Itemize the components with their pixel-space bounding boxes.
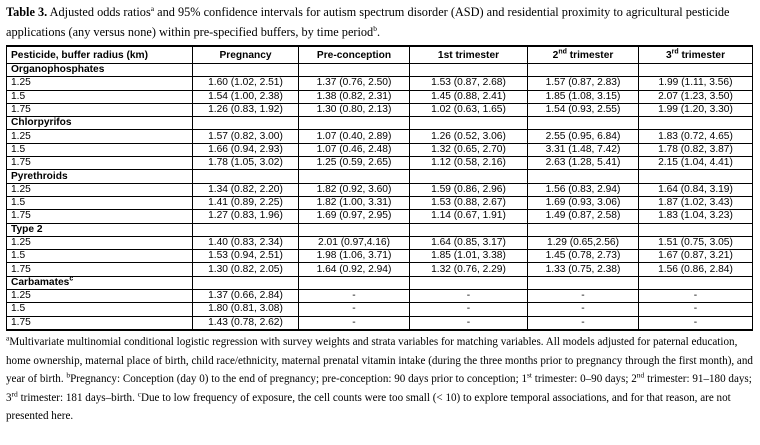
empty-cell — [299, 170, 410, 183]
odds-ratio-cell: - — [639, 290, 753, 303]
table-footnotes — [6, 333, 756, 426]
caption-sup-a: a — [150, 3, 155, 13]
odds-ratio-cell: 1.64 (0.85, 3.17) — [410, 236, 528, 249]
odds-ratio-cell: 1.83 (1.04, 3.23) — [639, 210, 753, 223]
empty-cell — [410, 170, 528, 183]
odds-ratio-cell: 1.64 (0.92, 2.94) — [299, 263, 410, 276]
header-trimester-1: 1st trimester — [410, 46, 528, 64]
buffer-radius-cell: 1.75 — [7, 210, 193, 223]
odds-ratio-cell: 1.67 (0.87, 3.21) — [639, 250, 753, 263]
odds-ratio-cell: 1.85 (1.08, 3.15) — [528, 90, 639, 103]
table-row — [7, 130, 753, 143]
group-label: Organophosphates — [11, 64, 105, 76]
header-pesticide: Pesticide, buffer radius (km) — [7, 46, 193, 64]
buffer-radius-cell: 1.25 — [7, 77, 193, 90]
caption-text: Adjusted odds ratios — [47, 5, 151, 19]
group-label: Carbamates — [11, 276, 70, 288]
odds-ratio-cell: 1.12 (0.58, 2.16) — [410, 157, 528, 170]
group-name — [7, 117, 193, 130]
group-row — [7, 64, 753, 77]
buffer-radius-cell: 1.75 — [7, 157, 193, 170]
table-row — [7, 183, 753, 196]
footnote-b-2: trimester: 0–90 days; 2 — [532, 373, 637, 386]
odds-ratio-cell: 1.32 (0.76, 2.29) — [410, 263, 528, 276]
table-row — [7, 210, 753, 223]
table-row — [7, 263, 753, 276]
odds-ratio-cell: 1.02 (0.63, 1.65) — [410, 103, 528, 116]
footnote-sup-st: st — [527, 370, 533, 380]
odds-ratio-cell: 1.34 (0.82, 2.20) — [193, 183, 299, 196]
group-name — [7, 64, 193, 77]
odds-ratio-cell: - — [299, 316, 410, 330]
odds-ratio-cell: 1.60 (1.02, 2.51) — [193, 77, 299, 90]
table-row — [7, 236, 753, 249]
odds-ratio-cell: - — [528, 316, 639, 330]
group-label: Pyrethroids — [11, 170, 68, 182]
empty-cell — [299, 276, 410, 289]
group-name — [7, 276, 193, 289]
group-row — [7, 117, 753, 130]
odds-ratio-cell: 1.51 (0.75, 3.05) — [639, 236, 753, 249]
buffer-radius-cell: 1.75 — [7, 316, 193, 330]
empty-cell — [193, 223, 299, 236]
empty-cell — [528, 170, 639, 183]
odds-ratio-cell: 1.99 (1.20, 3.30) — [639, 103, 753, 116]
empty-cell — [410, 117, 528, 130]
buffer-radius-cell: 1.5 — [7, 143, 193, 156]
odds-ratio-cell: 1.87 (1.02, 3.43) — [639, 196, 753, 209]
empty-cell — [410, 276, 528, 289]
empty-cell — [528, 276, 639, 289]
odds-ratio-cell: 1.66 (0.94, 2.93) — [193, 143, 299, 156]
odds-ratio-cell: 2.15 (1.04, 4.41) — [639, 157, 753, 170]
odds-ratio-cell: 1.25 (0.59, 2.65) — [299, 157, 410, 170]
empty-cell — [299, 64, 410, 77]
table-header-row — [7, 46, 753, 64]
odds-ratio-cell: 1.26 (0.52, 3.06) — [410, 130, 528, 143]
empty-cell — [639, 117, 753, 130]
odds-ratio-cell: - — [299, 303, 410, 316]
footnote-sup-a: a — [6, 333, 10, 343]
empty-cell — [528, 223, 639, 236]
odds-ratio-cell: 1.98 (1.06, 3.71) — [299, 250, 410, 263]
odds-ratio-cell: 1.45 (0.88, 2.41) — [410, 90, 528, 103]
empty-cell — [528, 64, 639, 77]
odds-ratio-cell: 2.07 (1.23, 3.50) — [639, 90, 753, 103]
group-label: Type 2 — [11, 223, 43, 235]
footnote-sup-rd: rd — [11, 389, 18, 399]
footnote-sup-c: c — [137, 389, 141, 399]
odds-ratio-cell: 1.69 (0.93, 3.06) — [528, 196, 639, 209]
odds-ratio-cell: 2.55 (0.95, 6.84) — [528, 130, 639, 143]
buffer-radius-cell: 1.5 — [7, 90, 193, 103]
table-row — [7, 316, 753, 330]
table-row — [7, 143, 753, 156]
odds-ratio-cell: 1.30 (0.80, 2.13) — [299, 103, 410, 116]
odds-ratio-cell: 1.27 (0.83, 1.96) — [193, 210, 299, 223]
table-row — [7, 90, 753, 103]
odds-ratio-cell: - — [528, 290, 639, 303]
header-trimester-3: 3rd trimester — [639, 46, 753, 64]
odds-ratio-cell: 1.32 (0.65, 2.70) — [410, 143, 528, 156]
footnote-c: Due to low frequency of exposure, the cell counts were too small (< 10) to explore temporal associations, and for that reason, are not presented here. — [6, 391, 731, 423]
odds-ratio-cell: 1.64 (0.84, 3.19) — [639, 183, 753, 196]
empty-cell — [299, 117, 410, 130]
table-row — [7, 103, 753, 116]
odds-ratio-cell: 1.53 (0.87, 2.68) — [410, 77, 528, 90]
table-row — [7, 303, 753, 316]
odds-ratio-cell: 1.80 (0.81, 3.08) — [193, 303, 299, 316]
empty-cell — [639, 64, 753, 77]
odds-ratio-cell: 1.83 (0.72, 4.65) — [639, 130, 753, 143]
buffer-radius-cell: 1.75 — [7, 263, 193, 276]
empty-cell — [410, 64, 528, 77]
odds-ratio-cell: 1.85 (1.01, 3.38) — [410, 250, 528, 263]
header-pregnancy: Pregnancy — [193, 46, 299, 64]
odds-ratio-cell: 3.31 (1.48, 7.42) — [528, 143, 639, 156]
odds-ratio-cell: 1.37 (0.66, 2.84) — [193, 290, 299, 303]
odds-ratio-cell: 1.29 (0.65,2.56) — [528, 236, 639, 249]
group-name — [7, 223, 193, 236]
group-row — [7, 276, 753, 289]
footnote-b: Pregnancy: Conception (day 0) to the end of pregnancy; pre-conception: 90 days prior to conception; 1 — [70, 373, 528, 386]
buffer-radius-cell: 1.5 — [7, 303, 193, 316]
odds-ratio-cell: 1.30 (0.82, 2.05) — [193, 263, 299, 276]
odds-ratio-cell: 2.63 (1.28, 5.41) — [528, 157, 639, 170]
empty-cell — [193, 117, 299, 130]
footnote-sup-b: b — [66, 370, 71, 380]
buffer-radius-cell: 1.75 — [7, 103, 193, 116]
odds-ratio-cell: 1.37 (0.76, 2.50) — [299, 77, 410, 90]
group-row — [7, 223, 753, 236]
empty-cell — [193, 276, 299, 289]
odds-ratio-cell: 1.53 (0.88, 2.67) — [410, 196, 528, 209]
odds-ratio-cell: 1.78 (0.82, 3.87) — [639, 143, 753, 156]
odds-ratio-cell: 1.41 (0.89, 2.25) — [193, 196, 299, 209]
odds-ratio-cell: 1.56 (0.86, 2.84) — [639, 263, 753, 276]
odds-ratio-cell: 1.59 (0.86, 2.96) — [410, 183, 528, 196]
buffer-radius-cell: 1.25 — [7, 236, 193, 249]
odds-ratio-cell: - — [299, 290, 410, 303]
odds-ratio-cell: 1.57 (0.82, 3.00) — [193, 130, 299, 143]
footnote-a: Multivariate multinomial conditional logistic regression with survey weights and strata variables for matching variables. All models adjusted for paternal education, home ownership, maternal place of birth, child race/ethnicity, maternal prenatal vitamin intake (during the three months prior to pregnancy through the first month), and year of birth. — [6, 336, 753, 386]
odds-ratio-cell: 1.07 (0.46, 2.48) — [299, 143, 410, 156]
results-table — [6, 45, 753, 331]
odds-ratio-cell: 1.99 (1.11, 3.56) — [639, 77, 753, 90]
buffer-radius-cell: 1.25 — [7, 183, 193, 196]
odds-ratio-cell: 1.54 (1.00, 2.38) — [193, 90, 299, 103]
empty-cell — [639, 276, 753, 289]
footnote-b-3: trimester: 91–180 days; 3 — [6, 373, 752, 404]
odds-ratio-cell: 1.38 (0.82, 2.31) — [299, 90, 410, 103]
buffer-radius-cell: 1.25 — [7, 290, 193, 303]
empty-cell — [528, 117, 639, 130]
odds-ratio-cell: - — [528, 303, 639, 316]
header-preconception: Pre-conception — [299, 46, 410, 64]
caption-period: . — [376, 25, 381, 39]
table-row — [7, 250, 753, 263]
buffer-radius-cell: 1.5 — [7, 196, 193, 209]
table-row — [7, 290, 753, 303]
odds-ratio-cell: 1.14 (0.67, 1.91) — [410, 210, 528, 223]
header-trimester-2: 2nd trimester — [528, 46, 639, 64]
odds-ratio-cell: 1.54 (0.93, 2.55) — [528, 103, 639, 116]
odds-ratio-cell: 1.78 (1.05, 3.02) — [193, 157, 299, 170]
odds-ratio-cell: 1.82 (1.00, 3.31) — [299, 196, 410, 209]
odds-ratio-cell: 1.56 (0.83, 2.94) — [528, 183, 639, 196]
table-row — [7, 77, 753, 90]
caption-text-cont: and 95% confidence intervals for autism spectrum disorder (ASD) and residential proximity to agricultural pesticide applications (any versus none) within pre-specified buffers, by time period — [6, 5, 730, 39]
empty-cell — [410, 223, 528, 236]
group-label: Chlorpyrifos — [11, 117, 72, 129]
table-row — [7, 196, 753, 209]
footnote-sup-nd: nd — [636, 370, 645, 380]
table-row — [7, 157, 753, 170]
odds-ratio-cell: 1.43 (0.78, 2.62) — [193, 316, 299, 330]
empty-cell — [639, 170, 753, 183]
table-caption — [6, 2, 754, 42]
odds-ratio-cell: - — [639, 316, 753, 330]
odds-ratio-cell: - — [639, 303, 753, 316]
footnote-b-4: trimester: 181 days–birth. — [17, 391, 138, 404]
odds-ratio-cell: - — [410, 303, 528, 316]
odds-ratio-cell: 1.40 (0.83, 2.34) — [193, 236, 299, 249]
odds-ratio-cell: 2.01 (0.97,4.16) — [299, 236, 410, 249]
buffer-radius-cell: 1.5 — [7, 250, 193, 263]
odds-ratio-cell: 1.82 (0.92, 3.60) — [299, 183, 410, 196]
caption-label: Table 3. — [6, 5, 48, 19]
odds-ratio-cell: - — [410, 290, 528, 303]
empty-cell — [299, 223, 410, 236]
odds-ratio-cell: 1.53 (0.94, 2.51) — [193, 250, 299, 263]
odds-ratio-cell: 1.45 (0.78, 2.73) — [528, 250, 639, 263]
group-name — [7, 170, 193, 183]
caption-sup-b: b — [373, 23, 377, 33]
buffer-radius-cell: 1.25 — [7, 130, 193, 143]
odds-ratio-cell: 1.26 (0.83, 1.92) — [193, 103, 299, 116]
odds-ratio-cell: 1.49 (0.87, 2.58) — [528, 210, 639, 223]
odds-ratio-cell: 1.69 (0.97, 2.95) — [299, 210, 410, 223]
empty-cell — [639, 223, 753, 236]
odds-ratio-cell: 1.33 (0.75, 2.38) — [528, 263, 639, 276]
empty-cell — [193, 64, 299, 77]
odds-ratio-cell: 1.07 (0.40, 2.89) — [299, 130, 410, 143]
odds-ratio-cell: - — [410, 316, 528, 330]
odds-ratio-cell: 1.57 (0.87, 2.83) — [528, 77, 639, 90]
empty-cell — [193, 170, 299, 183]
group-label-sup: c — [69, 276, 74, 283]
group-row — [7, 170, 753, 183]
